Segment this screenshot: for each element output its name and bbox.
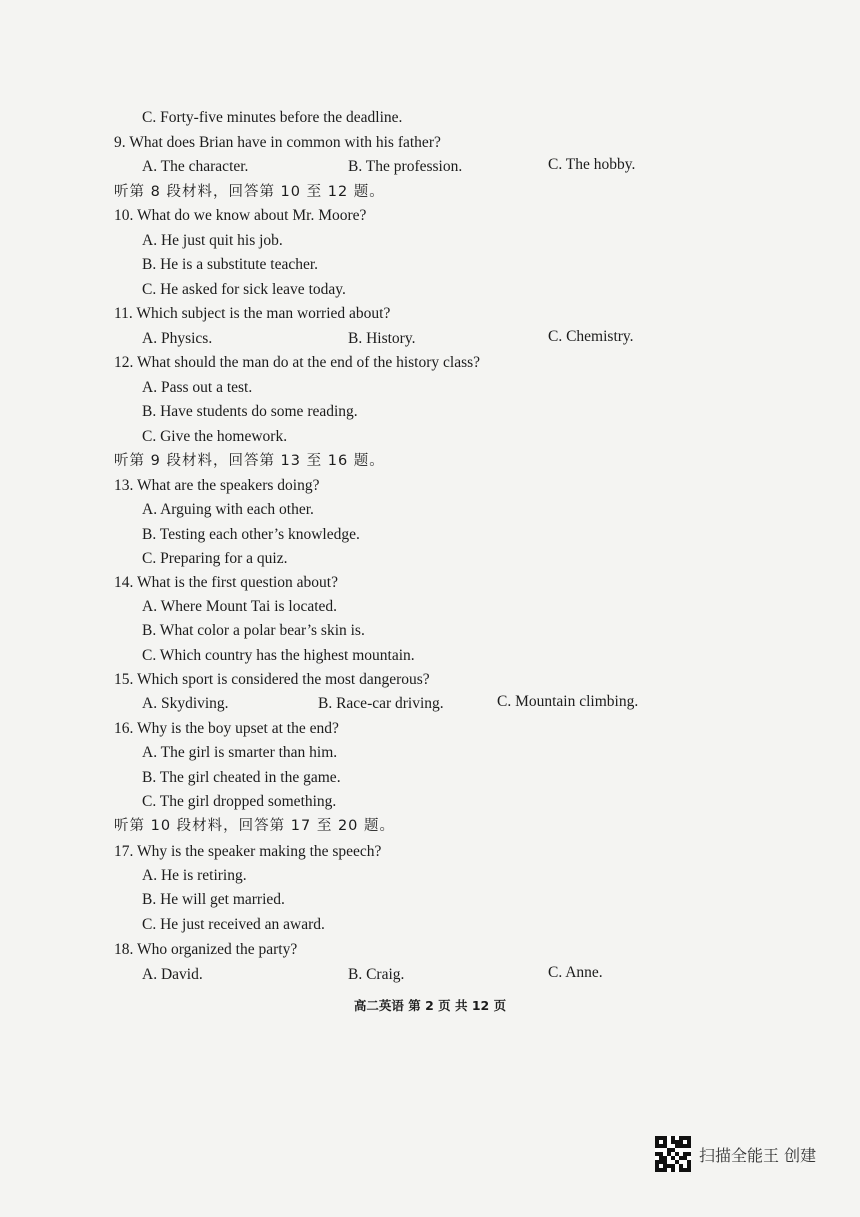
question-line: 13. What are the speakers doing? (114, 477, 320, 494)
question-line: A. The character. (142, 158, 249, 175)
question-line: B. He will get married. (142, 891, 285, 908)
scanner-watermark (655, 1136, 816, 1172)
question-line: A. The girl is smarter than him. (142, 744, 338, 761)
page-footer: 高二英语 第 2 页 共 12 页 (353, 998, 507, 1013)
question-line: 14. What is the first question about? (114, 574, 338, 591)
question-line: C. Anne. (548, 964, 603, 981)
question-line: C. He asked for sick leave today. (142, 281, 346, 298)
question-line: 15. Which sport is considered the most dangerous? (114, 671, 430, 688)
question-line: C. Give the homework. (142, 428, 288, 445)
question-line: C. Forty-five minutes before the deadline. (142, 109, 403, 126)
section-instruction: 听第 8 段材料，回答第 10 至 12 题。 (114, 184, 385, 200)
question-line: A. David. (142, 966, 203, 983)
question-line: 16. Why is the boy upset at the end? (114, 720, 339, 737)
question-line: 10. What do we know about Mr. Moore? (114, 207, 367, 224)
question-line: A. Physics. (142, 330, 213, 347)
question-line: 12. What should the man do at the end of the history class? (114, 354, 481, 371)
question-line: B. History. (348, 330, 416, 347)
question-line: C. He just received an award. (142, 916, 325, 933)
question-line: 9. What does Brian have in common with his father? (114, 134, 441, 151)
question-line: B. Have students do some reading. (142, 403, 358, 420)
qr-code-icon (655, 1136, 691, 1172)
question-line: A. He is retiring. (142, 867, 247, 884)
question-line: B. The profession. (348, 158, 463, 175)
question-line: C. Mountain climbing. (497, 693, 639, 710)
question-line: A. He just quit his job. (142, 232, 283, 249)
section-instruction: 听第 10 段材料，回答第 17 至 20 题。 (114, 818, 396, 834)
question-line: C. The girl dropped something. (142, 793, 337, 810)
question-line: A. Where Mount Tai is located. (142, 598, 338, 615)
question-line: C. Preparing for a quiz. (142, 550, 288, 567)
question-line: C. Which country has the highest mountain. (142, 647, 415, 664)
question-line: B. He is a substitute teacher. (142, 256, 319, 273)
question-line: 17. Why is the speaker making the speech? (114, 843, 382, 860)
question-line: A. Pass out a test. (142, 379, 253, 396)
question-line: A. Skydiving. (142, 695, 229, 712)
watermark-text: 扫描全能王 创建 (699, 1145, 817, 1165)
question-line: B. What color a polar bear’s skin is. (142, 622, 365, 639)
question-line: A. Arguing with each other. (142, 501, 314, 518)
question-line: C. The hobby. (548, 156, 636, 173)
section-instruction: 听第 9 段材料，回答第 13 至 16 题。 (114, 453, 385, 469)
question-line: B. The girl cheated in the game. (142, 769, 341, 786)
question-line: 11. Which subject is the man worried about? (114, 305, 391, 322)
question-line: C. Chemistry. (548, 328, 634, 345)
question-line: B. Craig. (348, 966, 405, 983)
question-line: B. Testing each other’s knowledge. (142, 526, 360, 543)
question-line: B. Race-car driving. (318, 695, 444, 712)
question-line: 18. Who organized the party? (114, 941, 298, 958)
